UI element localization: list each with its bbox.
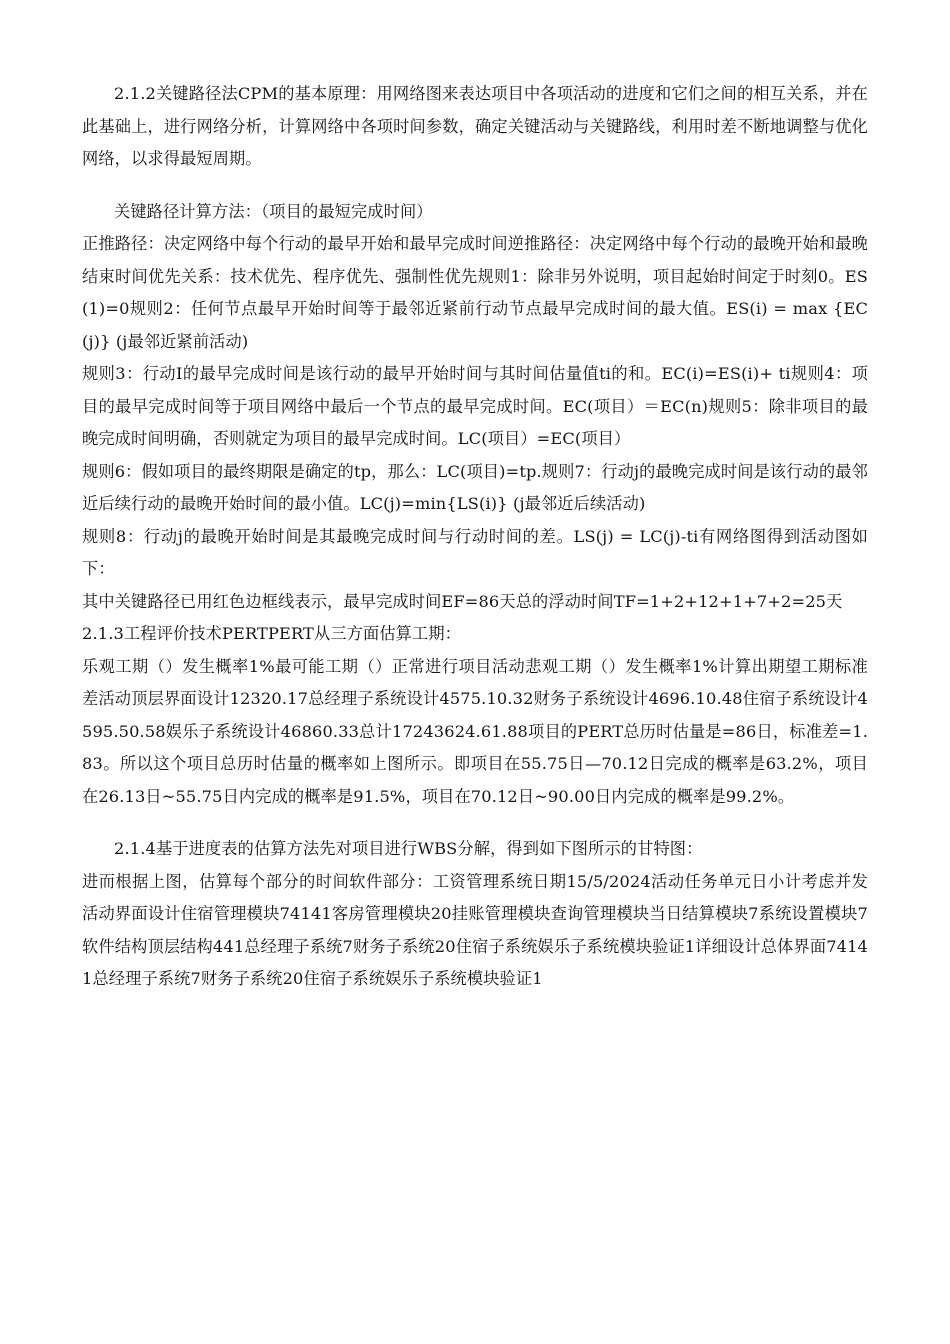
paragraph-rules-3-5: 规则3：行动I的最早完成时间是该行动的最早开始时间与其时间估量值ti的和。EC(i)=ES(i)+ ti规则4：项目的最早完成时间等于项目网络中最后一个节点的最早完成时间。EC(项目）＝EC(n)规则5：除非项目的最晚完成时间明确，否则就定为项目的最早完成时间。LC(项目）=EC(项目） bbox=[82, 364, 868, 448]
paragraph-rules-6-7: 规则6：假如项目的最终期限是确定的tp，那么：LC(项目)=tp.规则7：行动j的最晚完成时间是该行动的最邻近后续行动的最晚开始时间的最小值。LC(j)=min{LS(i)} (j最邻近后续活动) bbox=[82, 461, 868, 513]
paragraph-critical-path-result: 其中关键路径已用红色边框线表示，最早完成时间EF=86天总的浮动时间TF=1+2+12+1+7+2=25天 bbox=[82, 591, 843, 611]
paragraph-forward-backward-rules: 正推路径：决定网络中每个行动的最早开始和最早完成时间逆推路径：决定网络中每个行动的最晚开始和最晚结束时间优先关系：技术优先、程序优先、强制性优先规则1：除非另外说明，项目起始时间定于时刻0。ES(1)=0规则2：任何节点最早开始时间等于最邻近紧前行动节点最早完成时间的最大值。ES(i) = max {EC(j)} (j最邻近紧前活动) bbox=[82, 234, 868, 351]
paragraph-pert-estimation: 乐观工期（）发生概率1%最可能工期（）正常进行项目活动悲观工期（）发生概率1%计算出期望工期标准差活动顶层界面设计12320.17总经理子系统设计4575.10.32财务子系统设计4696.10.48住宿子系统设计4595.50.58娱乐子系统设计46860.33总计17243624.61.88项目的PERT总历时估量是=86日，标准差=1.83。所以这个项目总历时估量的概率如上图所示。即项目在55.75日—70.12日完成的概率是63.2%，项目在26.13日~55.75日内完成的概率是91.5%，项目在70.12日~90.00日内完成的概率是99.2%。 bbox=[82, 656, 868, 806]
paragraph-pert-heading: 2.1.3工程评价技术PERTPERT从三方面估算工期： bbox=[82, 624, 462, 643]
paragraph-time-estimates: 进而根据上图，估算每个部分的时间软件部分：工资管理系统日期15/5/2024活动任务单元日小计考虑并发活动界面设计住宿管理模块74141客房管理模块20挂账管理模块查询管理模块当日结算模块7系统设置模块7软件结构顶层结构441总经理子系统7财务子系统20住宿子系统娱乐子系统模块验证1详细设计总体界面74141总经理子系统7财务子系统20住宿子系统娱乐子系统模块验证1 bbox=[82, 871, 868, 988]
paragraph-cpm-principle: 2.1.2关键路径法CPM的基本原理：用网络图来表达项目中各项活动的进度和它们之间的相互关系，并在此基础上，进行网络分析，计算网络中各项时间参数，确定关键活动与关键路线，利用时差不断地调整与优化网络，以求得最短周期。 bbox=[82, 84, 868, 168]
paragraph-rule-8: 规则8：行动j的最晚开始时间是其最晚完成时间与行动时间的差。LS(j) = LC(j)-ti有网络图得到活动图如下： bbox=[82, 526, 868, 578]
paragraph-schedule-estimation: 2.1.4基于进度表的估算方法先对项目进行WBS分解，得到如下图所示的甘特图： bbox=[114, 839, 703, 858]
paragraph-critical-path-method: 关键路径计算方法：（项目的最短完成时间） bbox=[114, 201, 433, 221]
